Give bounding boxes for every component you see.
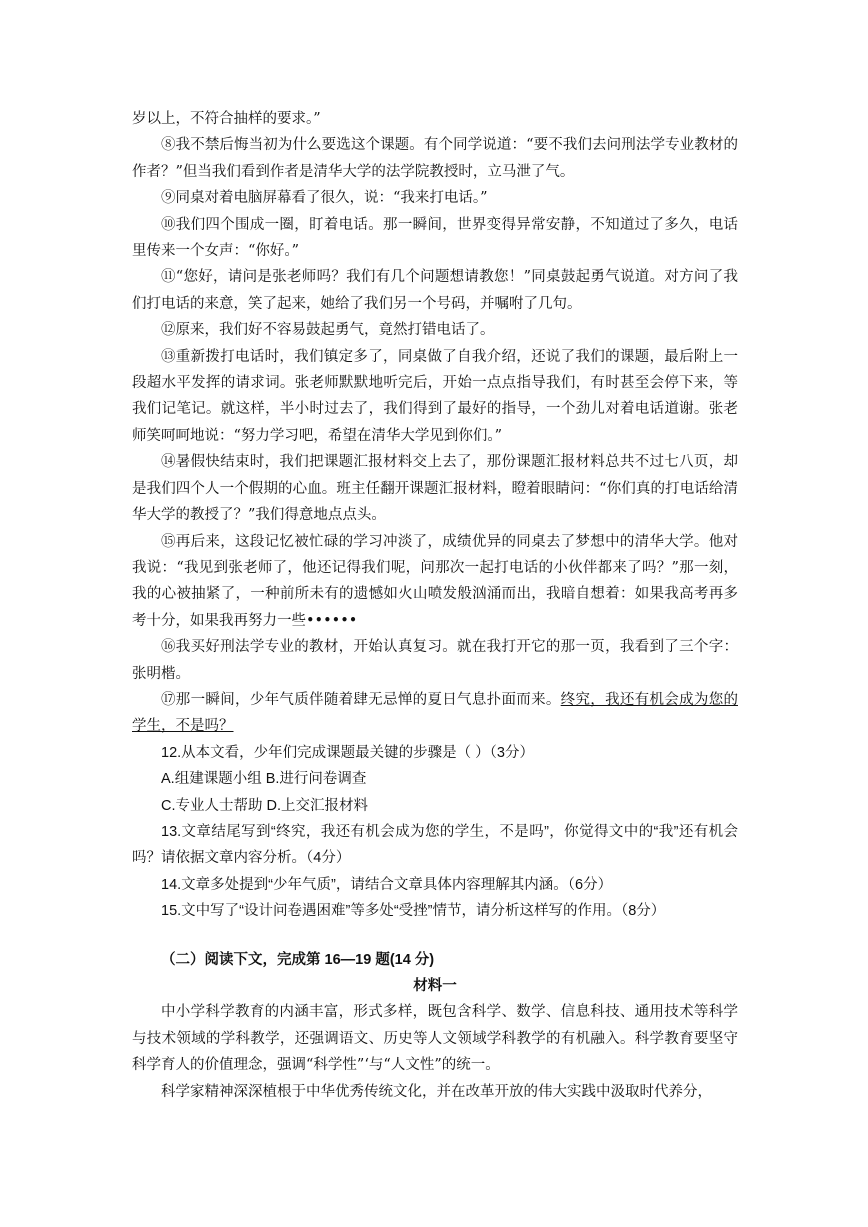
underlined-sentence: 终究，我还有机会成为您的学生，不是吗？ — [132, 691, 738, 735]
paragraph-12: ⑫原来，我们好不容易鼓起勇气，竟然打错电话了。 — [161, 322, 495, 339]
question-14: 14.文章多处提到“少年气质”，请结合文章具体内容理解其内涵。（6分） — [161, 876, 613, 893]
material-title: 材料一 — [413, 978, 457, 994]
paragraph-13: ⑬重新拨打电话时，我们镇定多了，同桌做了自我介绍，还说了我们的课题，最后附上一段超水平发挥的请求词。张老师默默地听完后，开始一点点指导我们，有时甚至会停下来，等我们记笔记。就这样，半小时过去了，我们得到了最好的指导，一个劲儿对着电话道谢。张老师笑呵呵地说：“努力学习吧，希望在清华大学见到你们。” — [132, 348, 738, 444]
document-body — [132, 106, 738, 1105]
paragraph-17 — [132, 687, 738, 740]
material-paragraph-1: 中小学科学教育的内涵丰富，形式多样，既包含科学、数学、信息科技、通用技术等科学与技术领域的学科教学，还强调语文、历史等人文领域学科教学的有机融入。科学教育要坚守科学育人的价值理念，强调“科学性”‘与“人文性”的统一。 — [132, 1004, 738, 1074]
material-paragraph-2: 科学家精神深深植根于中华优秀传统文化，并在改革开放的伟大实践中汲取时代养分， — [161, 1083, 712, 1100]
paragraph-9: ⑨同桌对着电脑屏幕看了很久，说：“我来打电话。” — [161, 190, 488, 207]
question-12-options-ab: A.组建课题小组 B.进行问卷调查 — [161, 771, 367, 788]
paragraph-15: ⑮再后来，这段记忆被忙碌的学习冲淡了，成绩优异的同桌去了梦想中的清华大学。他对我说：“我见到张老师了，他还记得我们呢，问那次一起打电话的小伙伴都来了吗？”那一刻，我的心被抽紧了，一种前所未有的遗憾如火山喷发般汹涌而出，我暗自想着：如果我高考再多考十分，如果我再努力一些•••••• — [132, 533, 738, 629]
paragraph-0: 岁以上，不符合抽样的要求。” — [132, 111, 321, 127]
paragraph-10: ⑩我们四个围成一圈，盯着电话。那一瞬间，世界变得异常安静，不知道过了多久，电话里传来一个女声：“你好。” — [132, 216, 738, 260]
question-12-options-cd: C.专业人士帮助 D.上交汇报材料 — [161, 797, 369, 814]
paragraph-17-text: ⑰那一瞬间，少年气质伴随着肆无忌惮的夏日气息扑面而来。 — [161, 691, 561, 708]
section-heading: （二）阅读下文，完成第 16—19 题(14 分) — [161, 951, 435, 968]
paragraph-8: ⑧我不禁后悔当初为什么要选这个课题。有个同学说道：“要不我们去问刑法学专业教材的作者？”但当我们看到作者是清华大学的法学院教授时，立马泄了气。 — [132, 137, 738, 180]
question-12: 12.从本文看，少年们完成课题最关键的步骤是（ ）（3分） — [161, 744, 534, 761]
question-15: 15.文中写了“设计问卷遇困难”等多处“受挫”情节，请分析这样写的作用。（8分） — [161, 903, 666, 920]
paragraph-16: ⑯我买好刑法学专业的教材，开始认真复习。就在我打开它的那一页，我看到了三个字：张明楷。 — [132, 639, 738, 682]
paragraph-14: ⑭暑假快结束时，我们把课题汇报材料交上去了，那份课题汇报材料总共不过七八页，却是我们四个人一个假期的心血。班主任翻开课题汇报材料，瞪着眼睛问：“你们真的打电话给清华大学的教授了？”我们得意地点点头。 — [132, 454, 738, 524]
question-13: 13.文章结尾写到“终究，我还有机会成为您的学生，不是吗”，你觉得文中的“我”还有机会吗？请依据文章内容分析。（4分） — [132, 823, 738, 867]
paragraph-11: ⑪“您好，请问是张老师吗？我们有几个问题想请教您！”同桌鼓起勇气说道。对方问了我们打电话的来意，笑了起来，她给了我们另一个号码，并嘱咐了几句。 — [132, 269, 738, 312]
